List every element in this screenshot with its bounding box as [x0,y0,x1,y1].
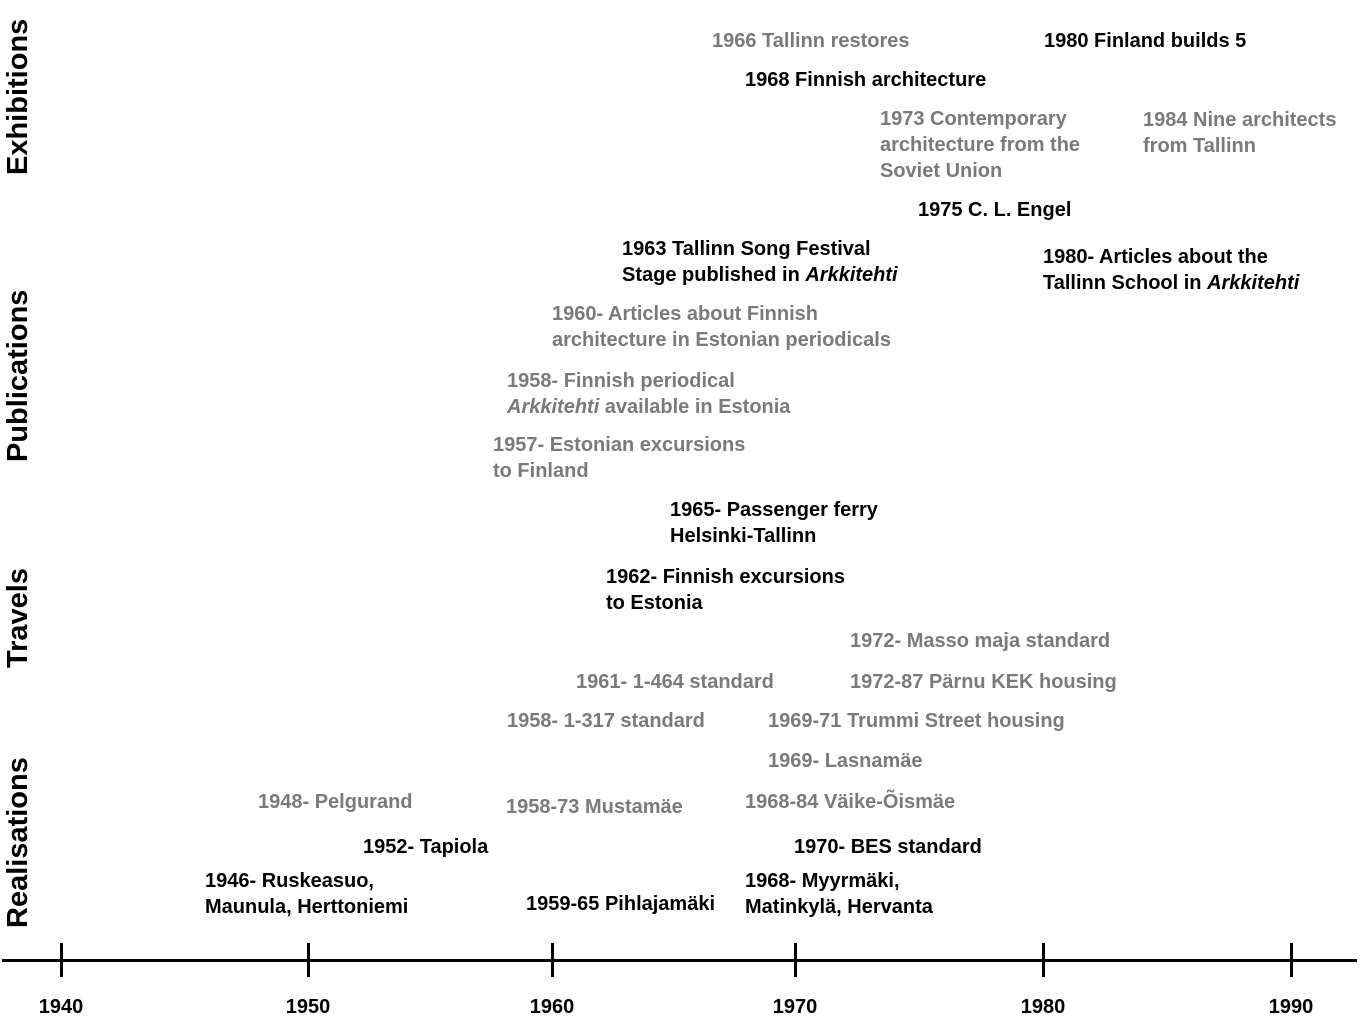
axis-tick [60,943,63,977]
category-exhibitions: Exhibitions [2,18,34,175]
event-line: Helsinki-Tallinn [670,525,817,547]
event-1957-estonian-excursions [493,432,745,484]
event-line: Matinkylä, Hervanta [745,896,933,918]
event-line: 1958- Finnish periodical [507,370,735,392]
event-line: 1984 Nine architects [1143,109,1337,131]
timeline-axis [2,959,1357,962]
event-line [507,394,790,420]
event-1975-engel [918,197,1071,223]
event-line [1043,270,1299,296]
event-line: 1973 Contemporary [880,108,1067,130]
event-1948-pelgurand [258,789,413,815]
category-publications: Publications [2,289,34,462]
event-1961-standard-1464 [576,669,774,695]
event-1984-nine-architects [1143,107,1336,159]
event-line: 1968 Finnish architecture [745,69,987,91]
event-line: 1980 Finland builds 5 [1044,30,1247,52]
event-line: Maunula, Herttoniemi [205,896,409,918]
event-line: 1970- BES standard [794,836,982,858]
event-1963-song-festival [622,236,898,288]
event-1972-parnu [850,669,1117,695]
event-1960-articles-finnish [552,301,891,353]
event-line: from Tallinn [1143,135,1256,157]
event-line: 1958- 1-317 standard [507,710,705,732]
axis-tick [794,943,797,977]
event-1952-tapiola [363,834,488,860]
periodical-title: Arkkitehti [507,396,600,418]
event-1958-periodical [507,368,790,420]
event-line: 1968-84 Väike-Õismäe [745,791,956,813]
event-line: to Finland [493,460,589,482]
event-1958-standard-1317 [507,708,705,734]
event-line: 1948- Pelgurand [258,791,413,813]
event-line: 1972-87 Pärnu KEK housing [850,671,1117,693]
event-line: 1966 Tallinn restores [712,30,910,52]
event-line: 1963 Tallinn Song Festival [622,238,871,260]
event-line: 1946- Ruskeasuo, [205,870,374,892]
event-line: 1968- Myyrmäki, [745,870,900,892]
event-1968-vaike-oismae [745,789,955,815]
event-1958-mustamae [506,794,683,820]
event-line: 1962- Finnish excursions [606,566,845,588]
event-line: 1958-73 Mustamäe [506,796,683,818]
event-line: 1952- Tapiola [363,836,489,858]
axis-tick-label: 1960 [529,996,575,1018]
category-travels: Travels [2,568,34,668]
event-line: 1965- Passenger ferry [670,499,878,521]
event-text: Tallinn School in [1043,272,1208,294]
axis-tick [307,943,310,977]
event-1970-bes [794,834,982,860]
event-text: available in Estonia [599,396,791,418]
category-realisations: Realisations [2,757,34,928]
event-line: to Estonia [606,592,703,614]
axis-tick-label: 1940 [38,996,84,1018]
event-1972-masso-maja [850,628,1110,654]
event-line: 1969-71 Trummi Street housing [768,710,1065,732]
event-line: 1959-65 Pihlajamäki [526,893,716,915]
event-1965-ferry [670,497,878,549]
axis-tick-label: 1990 [1268,996,1314,1018]
event-line: 1957- Estonian excursions [493,434,746,456]
event-text: Stage published in [622,264,806,286]
event-line: 1980- Articles about the [1043,246,1268,268]
axis-tick-label: 1950 [285,996,331,1018]
event-line: 1969- Lasnamäe [768,750,923,772]
axis-tick [1290,943,1293,977]
event-1959-pihlajamaki [526,891,715,917]
event-1973-contemporary [880,106,1080,184]
event-1968-finnish-architecture [745,67,986,93]
periodical-title: Arkkitehti [1207,272,1300,294]
event-1969-lasnamae [768,748,923,774]
event-1980-articles-tallinn [1043,244,1299,296]
event-1980-finland-builds [1044,28,1246,54]
event-1966-tallinn-restores [712,28,910,54]
event-1962-finnish-excursions [606,564,845,616]
event-line: architecture in Estonian periodicals [552,329,891,351]
event-line [622,262,898,288]
event-1946-ruskeasuo [205,868,408,920]
event-line: 1960- Articles about Finnish [552,303,818,325]
periodical-title: Arkkitehti [805,264,898,286]
event-1969-trummi [768,708,1065,734]
event-line: 1972- Masso maja standard [850,630,1111,652]
event-1968-myyrmaki [745,868,933,920]
event-line: Soviet Union [880,160,1003,182]
axis-tick-label: 1970 [772,996,818,1018]
axis-tick-label: 1980 [1020,996,1066,1018]
axis-tick [1042,943,1045,977]
event-line: 1961- 1-464 standard [576,671,774,693]
axis-tick [551,943,554,977]
event-line: architecture from the [880,134,1081,156]
event-line: 1975 C. L. Engel [918,199,1072,221]
